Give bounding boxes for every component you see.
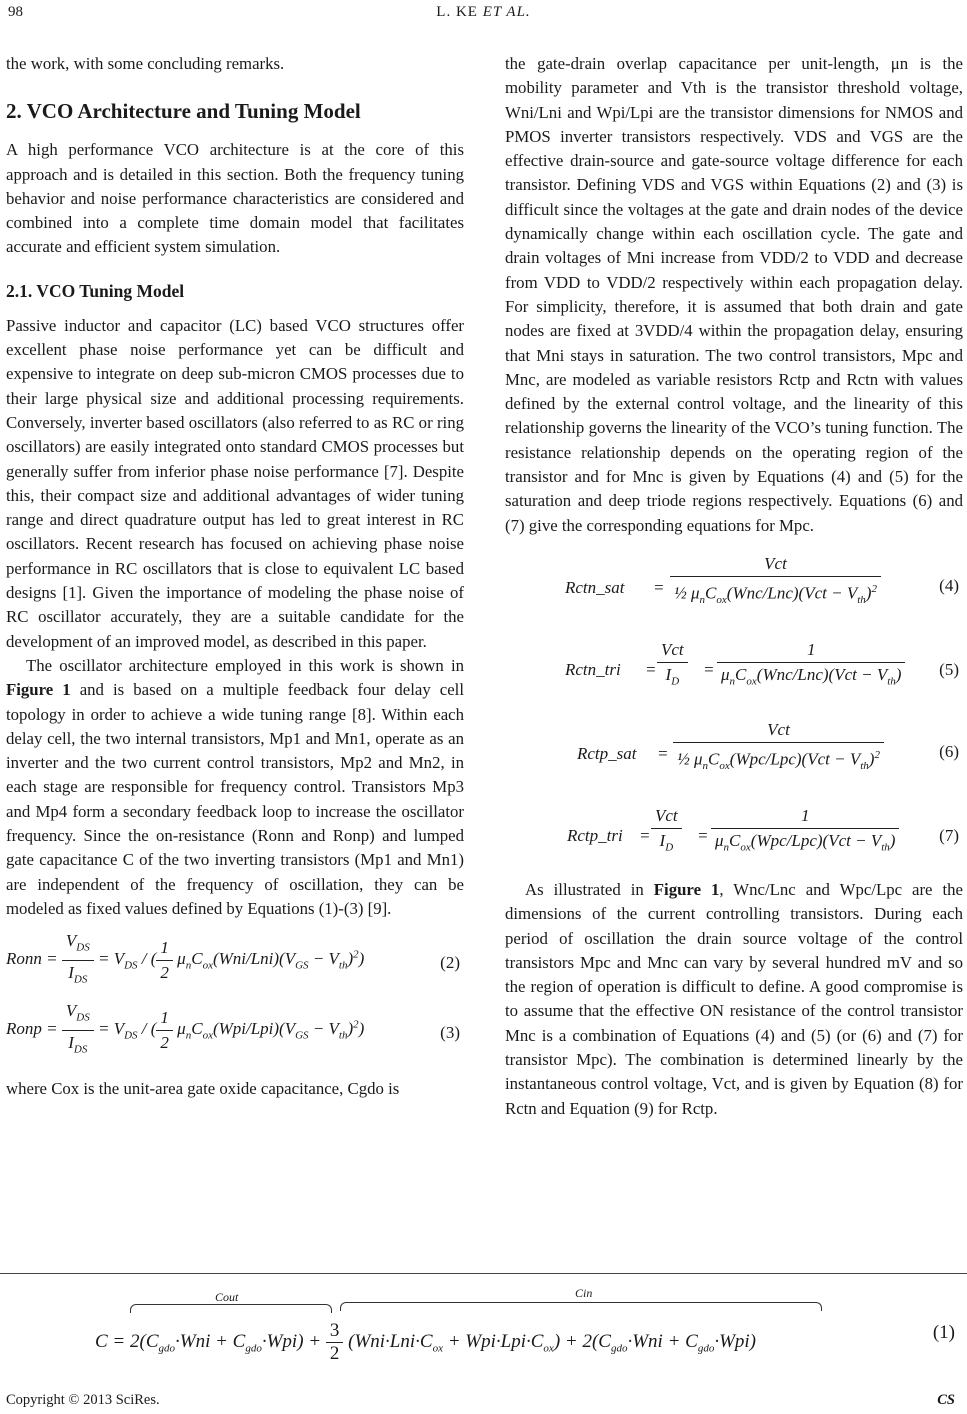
equation-7-number: (7) — [939, 825, 959, 845]
equation-4-lhs: Rctn_sat — [565, 577, 625, 597]
equation-7: Rctp_tri = Vct $I_D$ = 1 $\mu_nC_{ox}(Wpc/Lpc)(Vct - V_{th})$ (7) — [505, 798, 963, 878]
footnote-rule — [0, 1273, 967, 1274]
paragraph-2-start: The oscillator architecture employed in this work is shown in — [26, 655, 464, 675]
equation-5-lhs: Rctn_tri — [565, 659, 621, 679]
equation-1 — [95, 1286, 955, 1364]
equation-5-number: (5) — [939, 659, 959, 679]
page-number: 98 — [8, 4, 23, 20]
right-paragraph-2-start: As illustrated in — [525, 879, 644, 899]
equation-3: Ronp = $\frac{V_{DS}}{I_{DS}}$ = $V_{DS}$ / ( $\frac{1}{2}$ $\mu_nC_{ox}(Wpi/Lpi)(V_{GS} - V_{th})^2$) (3) — [6, 999, 464, 1069]
subsection-heading: 2.1. VCO Tuning Model — [6, 280, 185, 301]
section-paragraph: A high performance VCO architecture is at the core of this approach and is detailed in this section. Both the frequency tuning behavior and noise performance characteristics are considered and combined into a complete time domain model that facilitates accurate and efficient system simulation. — [6, 140, 464, 257]
brace-label-cout: Cout — [215, 1290, 239, 1304]
running-title-etal: ET AL. — [482, 4, 531, 20]
equation-2-fraction: $\frac{V_{DS}}{I_{DS}}$ — [62, 929, 94, 991]
right-paragraph-1: the gate-drain overlap capacitance per unit-length, μn is the mobility parameter and Vth is the transistor threshold voltage, Wni/Lni and Wpi/Lpi are the transistor dimensions for NMOS and PMOS inverter transistors respectively. VDS and VGS are the effective drain-source and gate-source voltage difference for each transistor. Defining VDS and VGS within Equations (2) and (3) is difficult since the voltages at the gate and drain nodes of the device dynamically change within each oscillation cycle. The gate and drain voltages of Mni increase from VDD/2 to VDD and decrease from VDD to VDD/2 respectively within each propagation delay. For simplicity, therefore, it is assumed that both drain and gate nodes are fixed at 3VDD/4 within the propagation delay, ensuring that Mni stays in saturation. The two control transistors, Mpc and Mnc, are modeled as variable resistors Rctp and Rctn with values defined by the external control voltage, and the linearity of this relationship governs the linearity of the VCO’s tuning function. The resistance relationship depends on the operating region of the transistor and for Mnc is given by Equations (4) and (5) for the saturation and deep triode regions respectively. Equations (6) and (7) give the corresponding equations for Mpc. — [505, 54, 963, 535]
equation-1-number: (1) — [932, 1322, 955, 1343]
equation-6: Rctp_sat = Vct ½ $\mu_nC_{ox}(Wpc/Lpc)(Vct - V_{th})^2$ (6) — [505, 712, 963, 798]
running-title-authors: L. KE — [436, 4, 478, 20]
right-column — [505, 52, 963, 1121]
equation-4-number: (4) — [939, 575, 959, 595]
equation-6-lhs: Rctp_sat — [577, 743, 637, 763]
brace-label-cin: Cin — [575, 1286, 593, 1300]
copyright: Copyright © 2013 SciRes. — [6, 1392, 160, 1408]
running-title — [0, 4, 967, 21]
where-text: where Cox is the unit-area gate oxide capacitance, Cgdo is — [6, 1079, 400, 1099]
equation-4-fraction: Vct ½ $\mu_nC_{ox}(Wnc/Lnc)(Vct - V_{th})^2$ — [670, 552, 881, 613]
right-paragraph-2-rest: , Wnc/Lnc and Wpc/Lpc are the dimensions of the current controlling transistors. During each period of oscillation the drain source voltage of the control transistors Mpc and Mnc can vary by several hundred mV and so the region of operation is difficult to define. A good compromise is to assume that the effective ON resistance of the control transistor Mnc is a combination of Equations (4) and (5) (or (6) and (7) for transistor Mpc). The combination is determined linearly by the instantaneous control voltage, Vct, and is given by Equation (8) for Rctn and Equation (9) for Rctp. — [505, 879, 963, 1118]
paragraph-2-rest: and is based on a multiple feedback four delay cell topology in order to achieve a wide tuning range [8]. Within each delay cell, the two internal transistors, Mp1 and Mn1, operate as an inverter and the two current control transistors, Mp2 and Mn2, in each stage are responsible for frequency control. Transistors Mp3 and Mp4 form a secondary feedback loop to increase the oscillator frequency. Since the on-resistance (Ronn and Ronp) and lumped gate capacitance C of the two inverting transistors (Mp1 and Mn1) are independent of the frequency of oscillation, they can be modeled as fixed values defined by Equations (1)-(3) [9]. — [6, 680, 464, 918]
left-column — [6, 52, 464, 1102]
equation-7-fraction: 1 $\mu_nC_{ox}(Wpc/Lpc)(Vct - V_{th})$ — [711, 804, 899, 860]
right-paragraph-2 — [505, 878, 963, 1121]
equation-3-lhs: Ronp — [6, 1019, 42, 1039]
equation-4: Rctn_sat = Vct ½ $\mu_nC_{ox}(Wnc/Lnc)(Vct - V_{th})^2$ (4) — [505, 546, 963, 632]
section-heading: 2. VCO Architecture and Tuning Model — [6, 99, 361, 124]
equation-1-body: $C = 2(C_{gdo}\cdot Wni + C_{gdo}\cdot Wpi)$ + $\frac{3}{2}$ $(Wni\cdot Lni\cdot C_{ox} + Wpi\cdot Lpi\cdot C_{ox}) + 2(C_{gdo}\cdot Wni + C_{gdo}\cdot Wpi)$ — [95, 1320, 757, 1364]
paragraph-2 — [6, 654, 464, 921]
brace-cout — [130, 1304, 332, 1313]
equation-6-number: (6) — [939, 741, 959, 761]
equation-7-lhs: Rctp_tri — [567, 825, 623, 845]
equation-2: Ronn = $\frac{V_{DS}}{I_{DS}}$ = $V_{DS}$ / ( $\frac{1}{2}$ $\mu_nC_{ox}(Wni/Lni)(V_{GS} - V_{th})^2$) (2) — [6, 929, 464, 999]
equation-3-number: (3) — [440, 1023, 460, 1043]
equation-6-fraction: Vct ½ $\mu_nC_{ox}(Wpc/Lpc)(Vct - V_{th})^2$ — [673, 718, 884, 779]
figure-ref: Figure 1 — [6, 680, 71, 700]
equation-5: Rctn_tri = Vct $I_D$ = 1 $\mu_nC_{ox}(Wnc/Lnc)(Vct - V_{th})$ (5) — [505, 632, 963, 712]
figure-ref-right: Figure 1 — [653, 879, 720, 899]
brace-cin — [340, 1302, 822, 1311]
journal-abbrev: CS — [937, 1392, 955, 1408]
intro-tail: the work, with some concluding remarks. — [6, 54, 285, 73]
equation-3-fraction: $\frac{V_{DS}}{I_{DS}}$ — [62, 999, 94, 1061]
equation-5-fraction: 1 $\mu_nC_{ox}(Wnc/Lnc)(Vct - V_{th})$ — [717, 638, 905, 694]
footer — [6, 1392, 961, 1409]
equation-2-lhs: Ronn — [6, 949, 42, 969]
equation-2-number: (2) — [440, 953, 460, 973]
paragraph-1: Passive inductor and capacitor (LC) based VCO structures offer excellent phase noise performance yet can be difficult and expensive to integrate on deep sub-micron CMOS processes due to their large physical size and additional processing requirements. Conversely, inverter based oscillators (also referred to as RC or ring oscillators) are easily integrated onto standard CMOS processes but generally suffer from inferior phase noise performance [7]. Despite this, their compact size and additional advantages of wider tuning range and direct quadrature output has led to great interest in RC oscillators. Recent research has focused on achieving phase noise performance in RC oscillators that is close to equivalent LC based designs [1]. Given the importance of modeling the phase noise of RC oscillator accurately, they are a suitable candidate for the development of an improved model, as described in this paper. — [6, 315, 464, 651]
